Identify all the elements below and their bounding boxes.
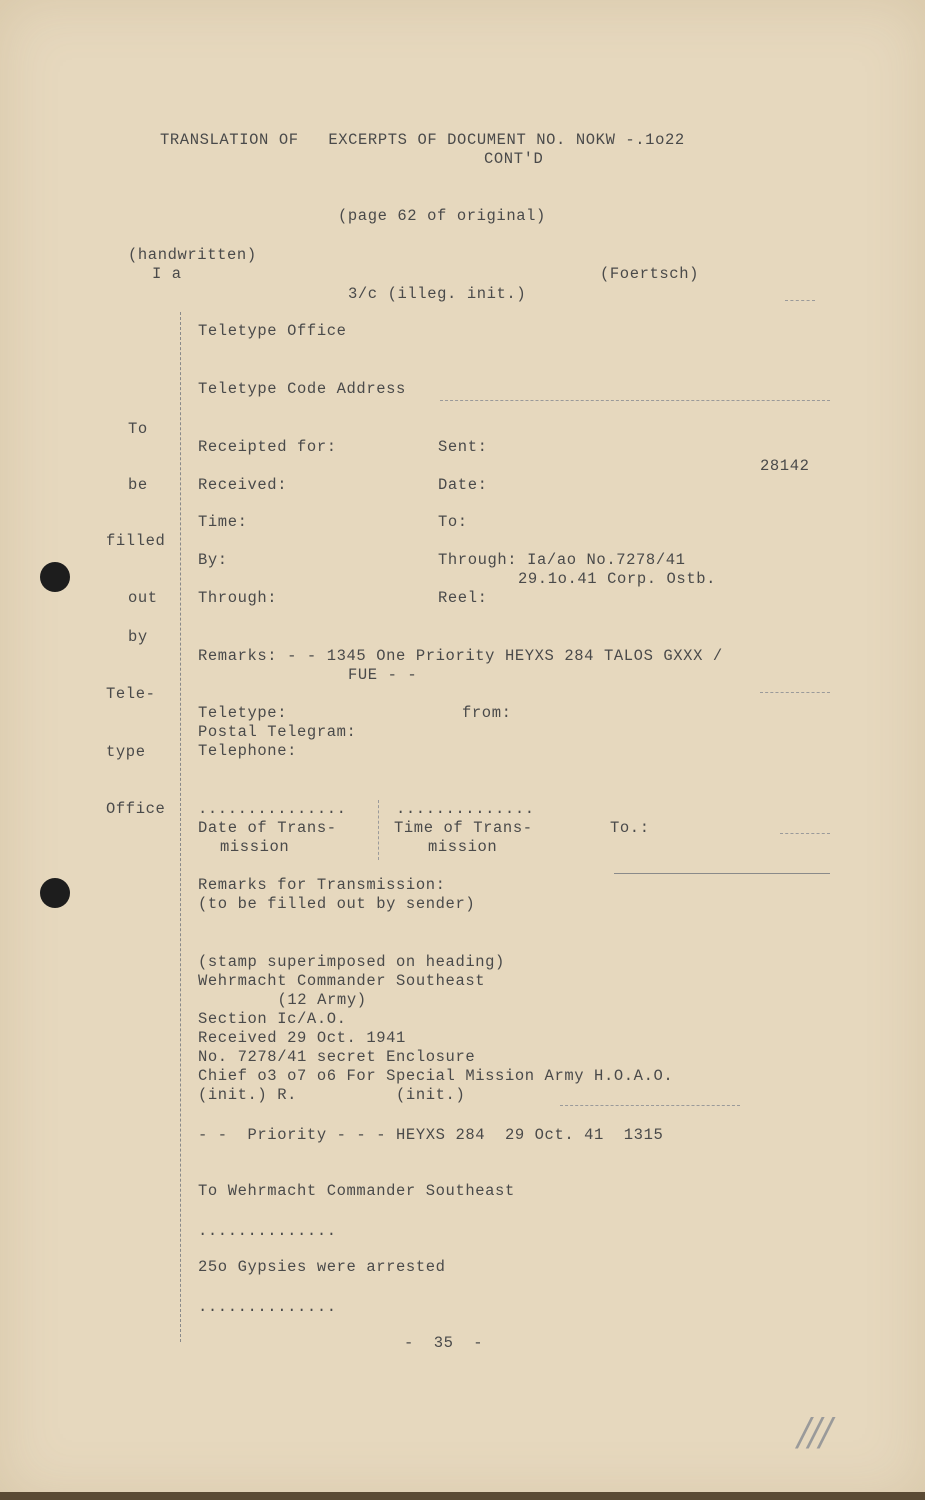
- stamp-line: Wehrmacht Commander Southeast: [198, 972, 486, 990]
- sent-label: Sent:: [438, 438, 488, 456]
- code-address-line: [440, 400, 830, 401]
- through-label: Through:: [198, 589, 278, 607]
- teletype-code-address: Teletype Code Address: [198, 380, 406, 398]
- form-number: 28142: [760, 457, 810, 475]
- to-colon-label: To.:: [610, 819, 650, 837]
- date-of-transmission-line2: mission: [220, 838, 290, 856]
- remarks-transmission-line1: Remarks for Transmission:: [198, 876, 446, 894]
- remarks-divider: [760, 692, 830, 693]
- side-label-to: To: [128, 420, 148, 438]
- time-dots: ..............: [396, 800, 535, 818]
- date-dots: ...............: [198, 800, 347, 818]
- side-label-office: Office: [106, 800, 166, 818]
- ia-label: I a: [152, 265, 182, 283]
- received-label: Received:: [198, 476, 288, 494]
- stamp-line: Section Ic/A.O.: [198, 1010, 347, 1028]
- scan-edge: [0, 1492, 925, 1500]
- date-of-transmission-line1: Date of Trans-: [198, 819, 337, 837]
- gypsies-line: 25o Gypsies were arrested: [198, 1258, 446, 1276]
- foertsch-label: (Foertsch): [600, 265, 700, 283]
- side-label-by: by: [128, 628, 148, 646]
- teletype-label: Teletype:: [198, 704, 288, 722]
- remarks-transmission-line2: (to be filled out by sender): [198, 895, 476, 913]
- through-value-line2: 29.1o.41 Corp. Ostb.: [518, 570, 717, 588]
- message-dots-end: ..............: [198, 1298, 337, 1316]
- date-label: Date:: [438, 476, 488, 494]
- priority-line: - - Priority - - - HEYXS 284 29 Oct. 41 1315: [198, 1126, 664, 1144]
- stamp-line: (12 Army): [228, 991, 367, 1009]
- page-number: - 35 -: [404, 1334, 484, 1352]
- divider-line: [785, 300, 815, 301]
- teletype-office: Teletype Office: [198, 322, 347, 340]
- to-line: [780, 833, 830, 834]
- side-label-out: out: [128, 589, 158, 607]
- stamp-line: Received 29 Oct. 1941: [198, 1029, 406, 1047]
- transmission-divider: [614, 873, 830, 874]
- postal-telegram-label: Postal Telegram:: [198, 723, 357, 741]
- side-label-be: be: [128, 476, 148, 494]
- document-title: TRANSLATION OF EXCERPTS OF DOCUMENT NO. NOKW -.1o22: [160, 131, 685, 149]
- telephone-label: Telephone:: [198, 742, 298, 760]
- page-reference: (page 62 of original): [338, 207, 546, 225]
- time-label: Time:: [198, 513, 248, 531]
- stamp-line: Chief o3 o7 o6 For Special Mission Army H.O.A.O.: [198, 1067, 674, 1085]
- side-label-filled: filled: [106, 532, 166, 550]
- remarks-line1: Remarks: - - 1345 One Priority HEYXS 284 TALOS GXXX /: [198, 647, 723, 665]
- message-dots: ..............: [198, 1222, 337, 1240]
- receipted-for-label: Receipted for:: [198, 438, 337, 456]
- form-margin-line: [180, 312, 181, 1342]
- contd-label: CONT'D: [484, 150, 544, 168]
- through-value-line1: Through: Ia/ao No.7278/41: [438, 551, 686, 569]
- from-label: from:: [462, 704, 512, 722]
- stamp-line: (init.) R. (init.): [198, 1086, 466, 1104]
- to-label: To:: [438, 513, 468, 531]
- punch-hole-top: [40, 562, 70, 592]
- initials-label: 3/c (illeg. init.): [348, 285, 527, 303]
- by-label: By:: [198, 551, 228, 569]
- message-recipient: To Wehrmacht Commander Southeast: [198, 1182, 515, 1200]
- punch-hole-bottom: [40, 878, 70, 908]
- stamp-line: (stamp superimposed on heading): [198, 953, 505, 971]
- time-of-transmission-line1: Time of Trans-: [394, 819, 533, 837]
- side-label-tele: Tele-: [106, 685, 156, 703]
- column-divider: [378, 800, 379, 860]
- remarks-line2: FUE - -: [348, 666, 418, 684]
- reel-label: Reel:: [438, 589, 488, 607]
- time-of-transmission-line2: mission: [428, 838, 498, 856]
- stamp-line: No. 7278/41 secret Enclosure: [198, 1048, 476, 1066]
- handwritten-label: (handwritten): [128, 246, 257, 264]
- stamp-underline: [560, 1105, 740, 1106]
- side-label-type: type: [106, 743, 146, 761]
- handwritten-mark: ///: [798, 1410, 831, 1454]
